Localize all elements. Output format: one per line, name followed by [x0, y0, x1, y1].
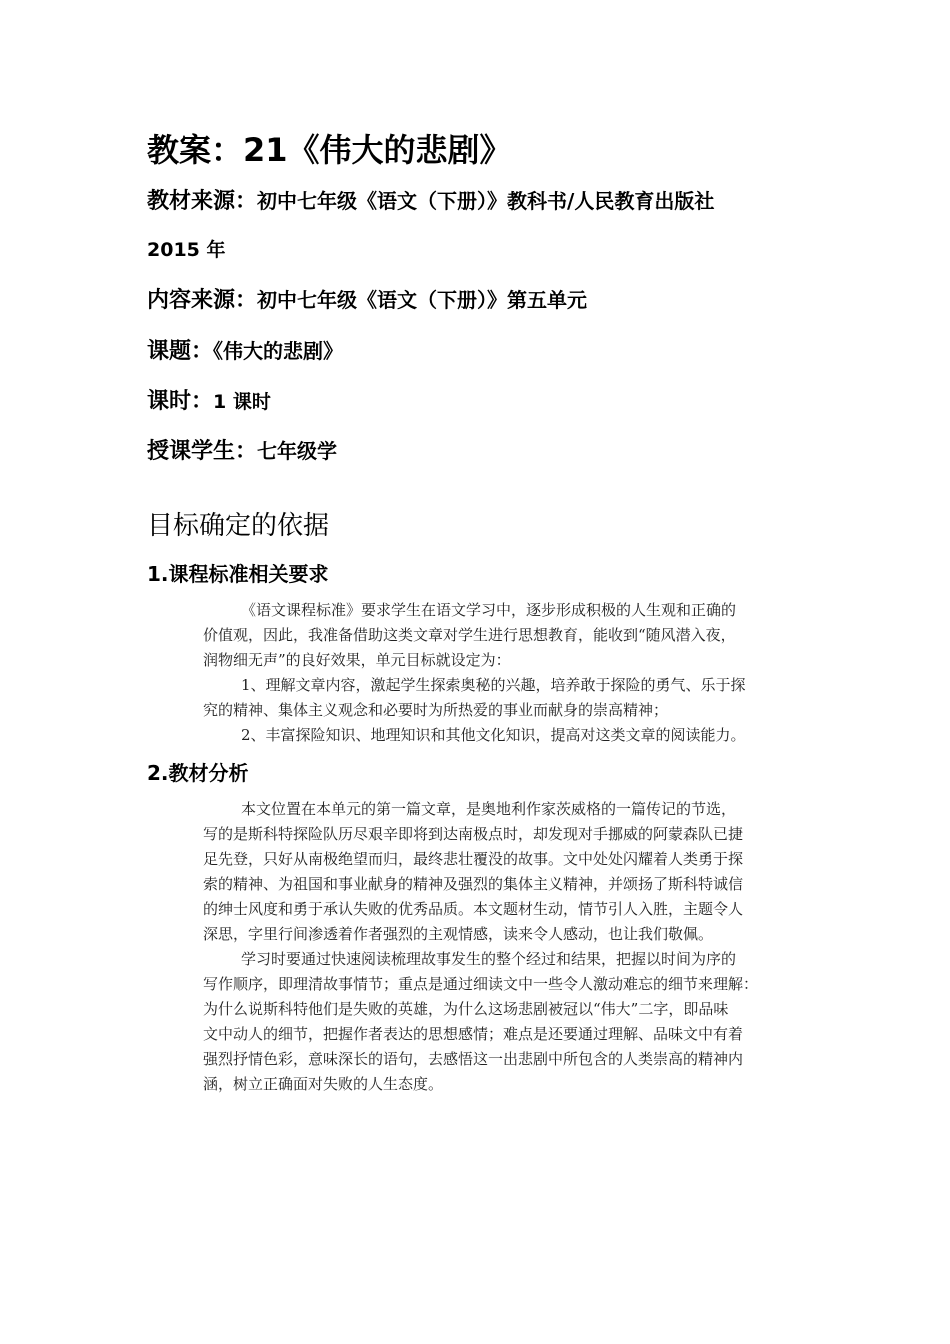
paragraph-line: 价值观，因此，我准备借助这类文章对学生进行思想教育，能收到“随风潜入夜， [203, 626, 736, 644]
topic-label: 课题： [147, 339, 214, 364]
textbook-source-year: 2015 年 [147, 239, 226, 261]
paragraph-line: 本文位置在本单元的第一篇文章，是奥地利作家茨威格的一篇传记的节选， [241, 800, 737, 818]
period-value: 1 课时 [213, 391, 271, 413]
section-heading: 目标确定的依据 [147, 511, 330, 541]
paragraph-line: 写的是斯科特探险队历尽艰辛即将到达南极点时，却发现对手挪威的阿蒙森队已捷 [203, 825, 744, 843]
content-source-line [147, 285, 587, 316]
paragraph-line: 润物细无声”的良好效果，单元目标就设定为： [203, 651, 511, 669]
students-line [147, 436, 337, 467]
content-source-label: 内容来源： [147, 288, 258, 313]
paragraph-line: 究的精神、集体主义观念和必要时为所热爱的事业而献身的崇高精神； [203, 701, 669, 719]
paragraph-line: 足先登，只好从南极绝望而归，最终悲壮覆没的故事。文中处处闪耀着人类勇于探 [203, 850, 744, 868]
subsection-heading-analysis: 2.教材分析 [147, 761, 249, 785]
paragraph-line: 深思，字里行间渗透着作者强烈的主观情感，读来令人感动，也让我们敬佩。 [203, 925, 714, 943]
students-value: 七年级学 [257, 439, 338, 463]
paragraph-line: 涵，树立正确面对失败的人生态度。 [203, 1075, 444, 1093]
subsection-heading-standards: 1.课程标准相关要求 [147, 562, 329, 586]
students-label: 授课学生： [147, 439, 258, 464]
paragraph-line: 写作顺序，即理清故事情节；重点是通过细读文中一些令人激动难忘的细节来理解： [203, 975, 759, 993]
paragraph-line: 《语文课程标准》要求学生在语文学习中，逐步形成积极的人生观和正确的 [241, 601, 737, 619]
paragraph-line: 2、丰富探险知识、地理知识和其他文化知识，提高对这类文章的阅读能力。 [241, 726, 746, 744]
textbook-source-line [147, 186, 714, 217]
topic-value: 《伟大的悲剧》 [213, 339, 344, 363]
content-source-value: 初中七年级《语文（下册）》第五单元 [257, 288, 588, 312]
paragraph-line: 1、理解文章内容，激起学生探索奥秘的兴趣，培养敢于探险的勇气、乐于探 [241, 676, 746, 694]
textbook-source-label: 教材来源： [147, 189, 258, 214]
paragraph-line: 强烈抒情色彩，意味深长的语句，去感悟这一出悲剧中所包含的人类崇高的精神内 [203, 1050, 744, 1068]
period-line [147, 386, 271, 417]
paragraph-line: 为什么说斯科特他们是失败的英雄，为什么这场悲剧被冠以“伟大”二字，即品味 [203, 1000, 729, 1018]
document-title: 教案：21《伟大的悲剧》 [147, 131, 512, 169]
paragraph-line: 的绅士风度和勇于承认失败的优秀品质。本文题材生动，情节引人入胜，主题令人 [203, 900, 744, 918]
paragraph-line: 学习时要通过快速阅读梳理故事发生的整个经过和结果，把握以时间为序的 [241, 950, 737, 968]
topic-line [147, 336, 343, 367]
textbook-source-value: 初中七年级《语文（下册）》教科书/人民教育出版社 [257, 189, 715, 213]
period-label: 课时： [147, 389, 214, 414]
paragraph-line: 索的精神、为祖国和事业献身的精神及强烈的集体主义精神，并颂扬了斯科特诚信 [203, 875, 744, 893]
paragraph-line: 文中动人的细节，把握作者表达的思想感情；难点是还要通过理解、品味文中有着 [203, 1025, 744, 1043]
